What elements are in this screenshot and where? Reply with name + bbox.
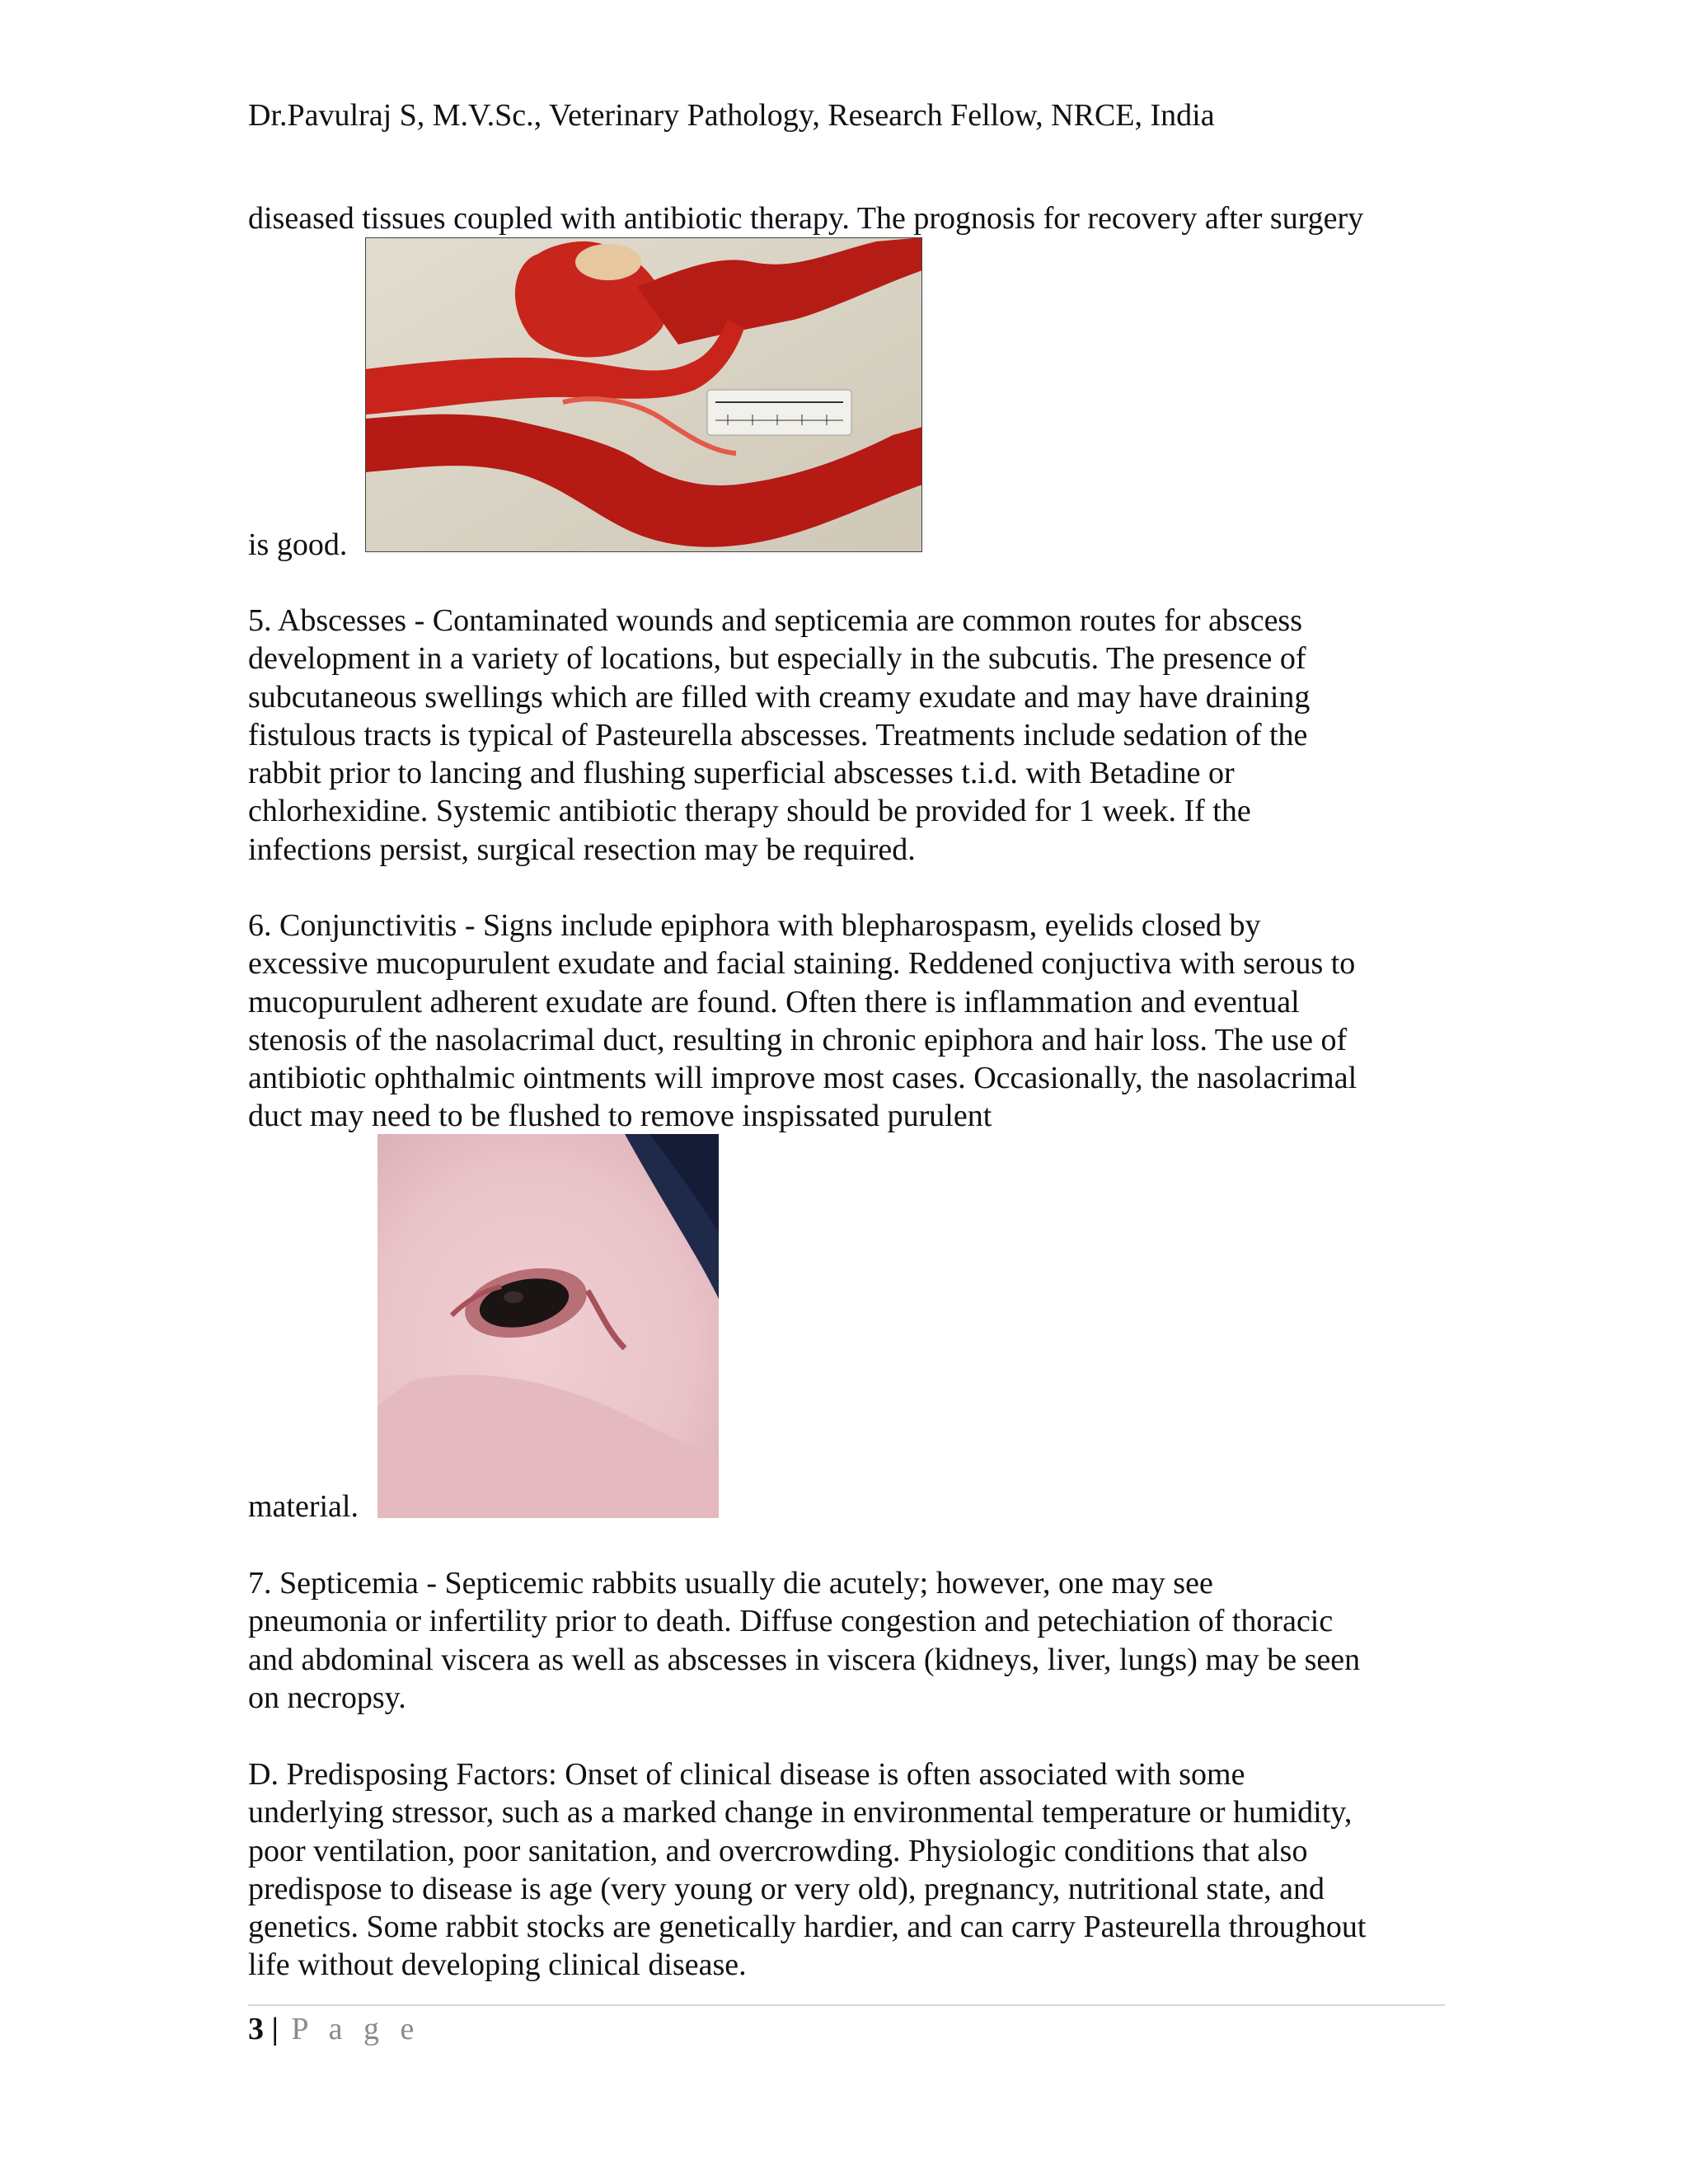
predisposing-line: underlying stressor, such as a marked change in environmental temperature or humidity, bbox=[248, 1795, 1353, 1830]
page-label: P a g e bbox=[291, 2012, 421, 2046]
septicemia-line: on necropsy. bbox=[248, 1680, 406, 1715]
intro-line-1: diseased tissues coupled with antibiotic therapy. The prognosis for recovery after surgery bbox=[248, 201, 1364, 236]
conjunctivitis-end: material. bbox=[248, 1489, 359, 1524]
abscesses-line: fistulous tracts is typical of Pasteurella abscesses. Treatments include sedation of the bbox=[248, 717, 1308, 752]
abscesses-line: chlorhexidine. Systemic antibiotic therapy should be provided for 1 week. If the bbox=[248, 794, 1251, 829]
abscesses-line: development in a variety of locations, but especially in the subcutis. The presence of bbox=[248, 641, 1306, 677]
predisposing-paragraph bbox=[248, 1755, 1451, 1985]
conjunctivitis-line: stenosis of the nasolacrimal duct, resulting in chronic epiphora and hair loss. The use of bbox=[248, 1022, 1348, 1057]
conjunctivitis-line: duct may need to be flushed to remove inspissated purulent bbox=[248, 1099, 992, 1134]
predisposing-line: genetics. Some rabbit stocks are genetically hardier, and can carry Pasteurella throughout bbox=[248, 1910, 1367, 1945]
page-header: Dr.Pavulraj S, M.V.Sc., Veterinary Pathology, Research Fellow, NRCE, India bbox=[248, 98, 1215, 133]
abscesses-line: rabbit prior to lancing and flushing superficial abscesses t.i.d. with Betadine or bbox=[248, 756, 1235, 791]
abscesses-line: 5. Abscesses - Contaminated wounds and septicemia are common routes for abscess bbox=[248, 603, 1303, 638]
conjunctivitis-line: mucopurulent adherent exudate are found. Often there is inflammation and eventual bbox=[248, 984, 1300, 1019]
septicemia-line: pneumonia or infertility prior to death. Diffuse congestion and petechiation of thoracic bbox=[248, 1604, 1334, 1639]
eye-photo bbox=[377, 1134, 719, 1518]
conjunctivitis-line: excessive mucopurulent exudate and facial staining. Reddened conjuctiva with serous to bbox=[248, 946, 1356, 982]
predisposing-line: life without developing clinical disease. bbox=[248, 1947, 747, 1983]
intestine-photo bbox=[365, 237, 922, 552]
abscesses-line: subcutaneous swellings which are filled with creamy exudate and may have draining bbox=[248, 679, 1311, 715]
page-number: 3 bbox=[248, 2012, 264, 2046]
footer-divider bbox=[248, 2004, 1445, 2006]
septicemia-line: and abdominal viscera as well as abscesses in viscera (kidneys, liver, lungs) may be seen bbox=[248, 1642, 1361, 1677]
conjunctivitis-paragraph bbox=[248, 907, 1451, 1136]
predisposing-line: poor ventilation, poor sanitation, and overcrowding. Physiologic conditions that also bbox=[248, 1833, 1308, 1868]
intro-line-2: is good. bbox=[248, 527, 348, 562]
footer-separator: | bbox=[271, 2012, 279, 2046]
page-footer bbox=[248, 2009, 420, 2049]
abscesses-line: infections persist, surgical resection may be required. bbox=[248, 832, 916, 867]
conjunctivitis-line: 6. Conjunctivitis - Signs include epiphora with blepharospasm, eyelids closed by bbox=[248, 908, 1261, 943]
conjunctivitis-line: antibiotic ophthalmic ointments will improve most cases. Occasionally, the nasolacrimal bbox=[248, 1061, 1357, 1096]
septicemia-line: 7. Septicemia - Septicemic rabbits usually die acutely; however, one may see bbox=[248, 1566, 1213, 1601]
predisposing-line: predispose to disease is age (very young or very old), pregnancy, nutritional state, and bbox=[248, 1871, 1325, 1906]
abscesses-paragraph bbox=[248, 602, 1451, 869]
septicemia-paragraph bbox=[248, 1564, 1451, 1717]
predisposing-line: D. Predisposing Factors: Onset of clinical disease is often associated with some bbox=[248, 1757, 1245, 1792]
